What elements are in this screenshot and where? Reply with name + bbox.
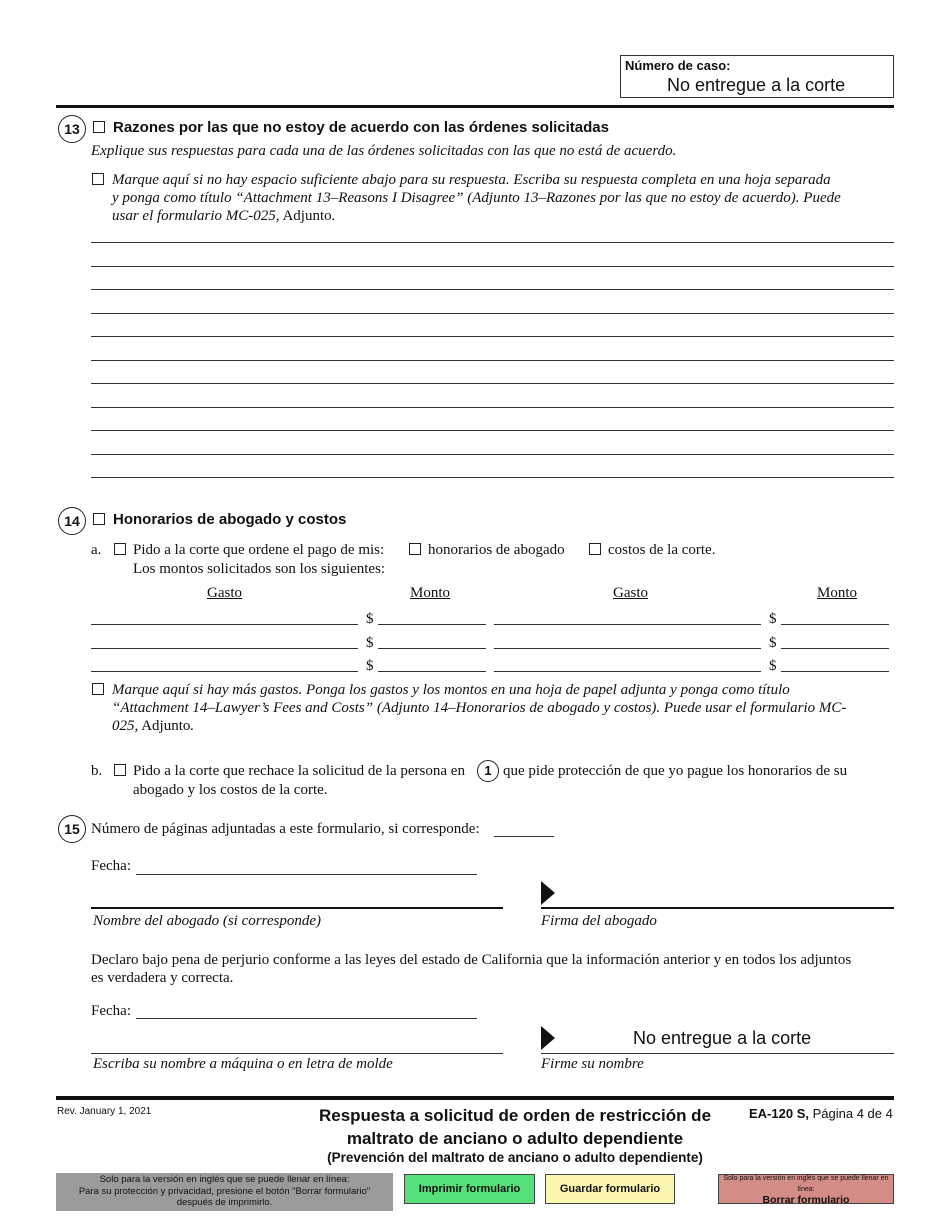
lawyer-signature-line[interactable] [541,907,894,909]
item-13-number: 13 [58,115,86,143]
privacy-note-line1: Solo para la versión en inglés que se puede llenar en línea: [99,1174,350,1185]
more-expenses-line3 [112,717,194,736]
revision-date: Rev. January 1, 2021 [57,1106,152,1117]
item-13-explain: Explique sus respuestas para cada una de las órdenes solicitadas con las que no está de acuerdo. [91,143,677,159]
item-13-attach-line1: Marque aquí si no hay espacio suficiente abajo para su respuesta. Escriba su respuesta completa en una hoja separada [112,172,831,188]
item-14b-text1: Pido a la corte que rechace la solicitud de la persona en [133,763,465,779]
declaration-line2: es verdadera y correcta. [91,970,234,986]
more-expenses-line3b: Adjunto [141,718,191,734]
dollar-sign: $ [769,658,777,674]
dollar-sign: $ [366,658,374,674]
item-14-title: Honorarios de abogado y costos [113,511,347,528]
answer-line[interactable] [91,407,894,408]
item-14a-text2: Los montos solicitados son los siguientes: [133,561,386,577]
expense-field[interactable] [494,648,761,649]
expense-field[interactable] [494,624,761,625]
amount-header-left: Monto [410,585,451,601]
item-14a-lawyer-fees-checkbox[interactable] [409,543,421,555]
page-number: Página 4 de 4 [812,1106,893,1121]
answer-line[interactable] [91,383,894,384]
item-13-title: Razones por las que no estoy de acuerdo con las órdenes solicitadas [113,119,609,136]
item-15-number: 15 [58,815,86,843]
item-13-attach-line3b: Adjunto [282,208,332,224]
item-14b-text2: que pide protección de que yo pague los honorarios de su [503,763,848,779]
dollar-sign: $ [366,611,374,627]
expense-header-left: Gasto [207,585,242,601]
footer-rule [56,1096,894,1100]
answer-line[interactable] [91,242,894,243]
item-14a-checkbox[interactable] [114,543,126,555]
expense-field[interactable] [494,671,761,672]
declarant-signature-value[interactable]: No entregue a la corte [633,1028,812,1048]
form-page-info [749,1106,893,1121]
lawyer-name-line[interactable] [91,907,503,909]
clear-form-note: Solo para la versión en inglés que se puede llenar en línea: [723,1174,889,1193]
item-14b-label: b. [91,763,103,779]
more-expenses-line3c: . [190,718,195,734]
case-number-box [620,55,894,98]
declarant-date-field[interactable] [136,1018,477,1019]
more-expenses-line2: “Attachment 14–Lawyer’s Fees and Costs” (Adjunto 14–Honorarios de abogado y costos). Puede usar el formulario MC- [112,700,847,716]
form-subtitle: (Prevención del maltrato de anciano o adulto dependiente) [327,1150,703,1165]
lawyer-signature-caption: Firma del abogado [541,913,657,929]
dollar-sign: $ [769,611,777,627]
answer-line[interactable] [91,430,894,431]
item-14b-checkbox[interactable] [114,764,126,776]
print-form-button[interactable]: Imprimir formulario [404,1174,535,1204]
answer-line[interactable] [91,313,894,314]
header-rule [56,105,894,108]
signature-arrow-icon [541,881,555,905]
item-13-attachment-checkbox[interactable] [92,173,104,185]
privacy-note-line2: Para su protección y privacidad, presione el botón "Borrar formulario" [78,1185,371,1197]
declaration-line1: Declaro bajo pena de perjurio conforme a las leyes del estado de California que la información anterior y en todos los adjuntos [91,952,852,968]
answer-line[interactable] [91,454,894,455]
item-13-attach-line3c: . [331,208,336,224]
amount-header-right: Monto [817,585,858,601]
item-14b-text3: abogado y los costos de la corte. [133,782,328,798]
item-1-reference: 1 [477,760,499,782]
lawyer-date-label: Fecha: [91,858,131,874]
case-number-value[interactable]: No entregue a la corte [667,75,846,95]
signature-arrow-icon [541,1026,555,1050]
declarant-name-caption: Escriba su nombre a máquina o en letra de molde [93,1056,393,1072]
expense-field[interactable] [91,671,358,672]
declarant-signature-caption: Firme su nombre [541,1056,644,1072]
more-expenses-line1: Marque aquí si hay más gastos. Ponga los gastos y los montos en una hoja de papel adjunta y ponga como título [112,682,790,698]
more-expenses-checkbox[interactable] [92,683,104,695]
attached-pages-field[interactable] [494,836,554,837]
item-15-text: Número de páginas adjuntadas a este formulario, si corresponde: [91,821,480,837]
answer-line[interactable] [91,266,894,267]
item-14-checkbox[interactable] [93,513,105,525]
dollar-sign: $ [366,635,374,651]
item-13-attach-line3 [112,207,335,226]
item-13-attach-line3a: usar el formulario MC-025, [112,208,280,224]
amount-field[interactable] [781,624,889,625]
declarant-name-field[interactable] [91,1053,503,1054]
privacy-note-line3: después de imprimirlo. [176,1197,273,1208]
amount-field[interactable] [378,624,486,625]
declarant-signature-line[interactable] [541,1053,894,1054]
more-expenses-line3a: 025, [112,718,139,734]
amount-field[interactable] [781,671,889,672]
amount-field[interactable] [378,648,486,649]
item-13-checkbox[interactable] [93,121,105,133]
form-title-line2: maltrato de anciano o adulto dependiente [346,1129,684,1148]
lawyer-date-field[interactable] [136,874,477,875]
save-form-button[interactable]: Guardar formulario [545,1174,675,1204]
clear-form-label: Borrar formulario [762,1193,850,1206]
answer-line[interactable] [91,289,894,290]
amount-field[interactable] [378,671,486,672]
answer-line[interactable] [91,360,894,361]
item-14-number: 14 [58,507,86,535]
item-14a-lawyer-fees-label: honorarios de abogado [428,542,565,558]
expense-field[interactable] [91,624,358,625]
form-title-line1: Respuesta a solicitud de orden de restricción de [318,1106,712,1125]
item-14a-text: Pido a la corte que ordene el pago de mis: [133,542,385,558]
item-14a-court-costs-checkbox[interactable] [589,543,601,555]
declarant-date-label: Fecha: [91,1003,131,1019]
item-13-attach-line2: y ponga como título “Attachment 13–Reasons I Disagree” (Adjunto 13–Razones por las que no estoy de acuerdo). Puede [112,190,841,206]
privacy-note [56,1173,393,1211]
dollar-sign: $ [769,635,777,651]
form-id: EA-120 S, [749,1106,809,1121]
item-14a-label: a. [91,542,102,558]
expense-field[interactable] [91,648,358,649]
answer-line[interactable] [91,336,894,337]
clear-form-button[interactable] [718,1174,894,1204]
expense-header-right: Gasto [613,585,648,601]
lawyer-name-caption: Nombre del abogado (si corresponde) [93,913,322,929]
amount-field[interactable] [781,648,889,649]
case-number-label: Número de caso: [625,58,731,73]
item-14a-court-costs-label: costos de la corte. [608,542,716,558]
answer-line[interactable] [91,477,894,478]
